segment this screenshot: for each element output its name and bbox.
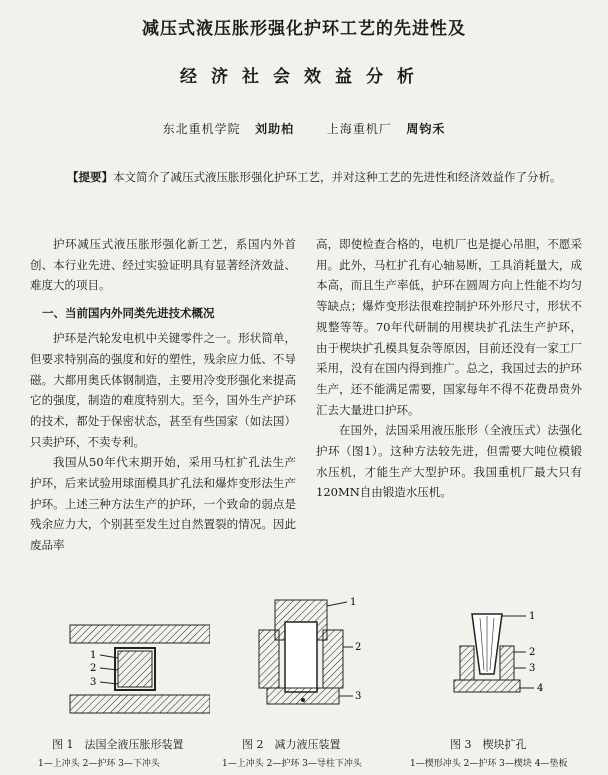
- figure-2-label-1: 1: [350, 597, 357, 608]
- figure-2-caption: 图 2 减力液压装置: [242, 738, 341, 751]
- figure-3-label-1: 1: [529, 611, 536, 622]
- figure-3-legend: 1—楔形冲头 2—护环 3—楔块 4—垫板: [410, 759, 568, 769]
- paper-title-line2: 经济社会效益分析: [180, 67, 428, 87]
- paragraph: 我国从50年代末期开始，采用马杠扩孔法生产护环，后来试验用球面模具扩孔法和爆炸变形法生产护环。上述三种方法生产的护环，一个致命的弱点是残余应力大，个别甚至发生过自然置裂的情况。因此废品率: [30, 455, 296, 553]
- author-2: 周钧禾: [406, 122, 446, 136]
- figure-3-label-2: 2: [529, 647, 536, 658]
- figure-2: [245, 592, 375, 722]
- abstract: [44, 167, 564, 187]
- abstract-text: 本文简介了减压式液压胀形强化护环工艺，并对这种工艺的先进性和经济效益作了分析。: [113, 170, 562, 184]
- figure-1-label-2: 2: [90, 663, 97, 674]
- affiliation-1: 东北重机学院: [162, 122, 241, 136]
- paragraph: 高，即使检查合格的，电机厂也是提心吊胆，不愿采用。此外，马杠扩孔有心轴易断，工具消耗量大，成本高，而且生产率低，护环在圆周方向上性能不均匀等缺点；爆炸变形法很难控制护环外形尺寸，形状不规整等等。70年代研制的用楔块扩孔法生产护环，由于楔块扩孔模具复杂等原因，目前还没有一家工厂采用，没有在国内得到推广。总之，我国过去的护环生产，还不能满足需要，国家每年不得不花费昂贵外汇去大量进口护环。: [316, 237, 582, 417]
- figure-2-drawing: [245, 592, 375, 722]
- figure-1-label-1: 1: [90, 650, 97, 661]
- abstract-label: 【提要】: [67, 170, 113, 184]
- author-1: 刘助柏: [255, 122, 295, 136]
- figure-3-caption: 图 3 楔块扩孔: [450, 738, 527, 751]
- right-column: [316, 234, 582, 503]
- paragraph: 护环减压式液压胀形强化新工艺，系国内外首创、本行业先进、经过实验证明具有显著经济效益、难度大的项目。: [30, 237, 296, 293]
- figure-3-label-3: 3: [529, 663, 536, 674]
- figure-3-drawing: [440, 604, 560, 704]
- figure-3: [440, 604, 560, 704]
- figure-1-legend: 1—上冲头 2—护环 3—下冲头: [38, 759, 160, 769]
- figure-1: [60, 600, 210, 730]
- figure-3-label-4: 4: [537, 683, 544, 694]
- figure-1-label-3: 3: [90, 677, 97, 688]
- section-heading: 一、当前国内外同类先进技术概况: [42, 306, 215, 321]
- figure-2-label-3: 3: [355, 691, 362, 702]
- left-column: [30, 234, 296, 556]
- paper-title-line1: 减压式液压胀形强化护环工艺的先进性及: [142, 19, 466, 39]
- affiliation-2: 上海重机厂: [326, 122, 392, 136]
- author-line: [0, 120, 608, 137]
- paragraph: 在国外，法国采用液压胀形（全液压式）法强化护环（图1）。这种方法较先进，但需要大吨位模锻水压机，才能生产大型护环。我国重机厂最大只有120MN自由锻造水压机。: [316, 423, 582, 500]
- figure-2-label-2: 2: [355, 642, 362, 653]
- paragraph: 护环是汽轮发电机中关键零件之一。形状简单，但要求特别高的强度和好的塑性，残余应力低、不导磁。大都用奥氏体钢制造，主要用冷变形强化来提高它的强度，制造的难度特别大。至今，国外生产护环的技术，都处于保密状态，甚至有些国家（如法国）只卖护环，不卖专利。: [30, 331, 296, 449]
- figure-1-drawing: [60, 600, 210, 730]
- figure-1-caption: 图 1 法国全液压胀形装置: [52, 738, 184, 751]
- figure-2-legend: 1—上冲头 2—护环 3—导柱下冲头: [222, 759, 362, 769]
